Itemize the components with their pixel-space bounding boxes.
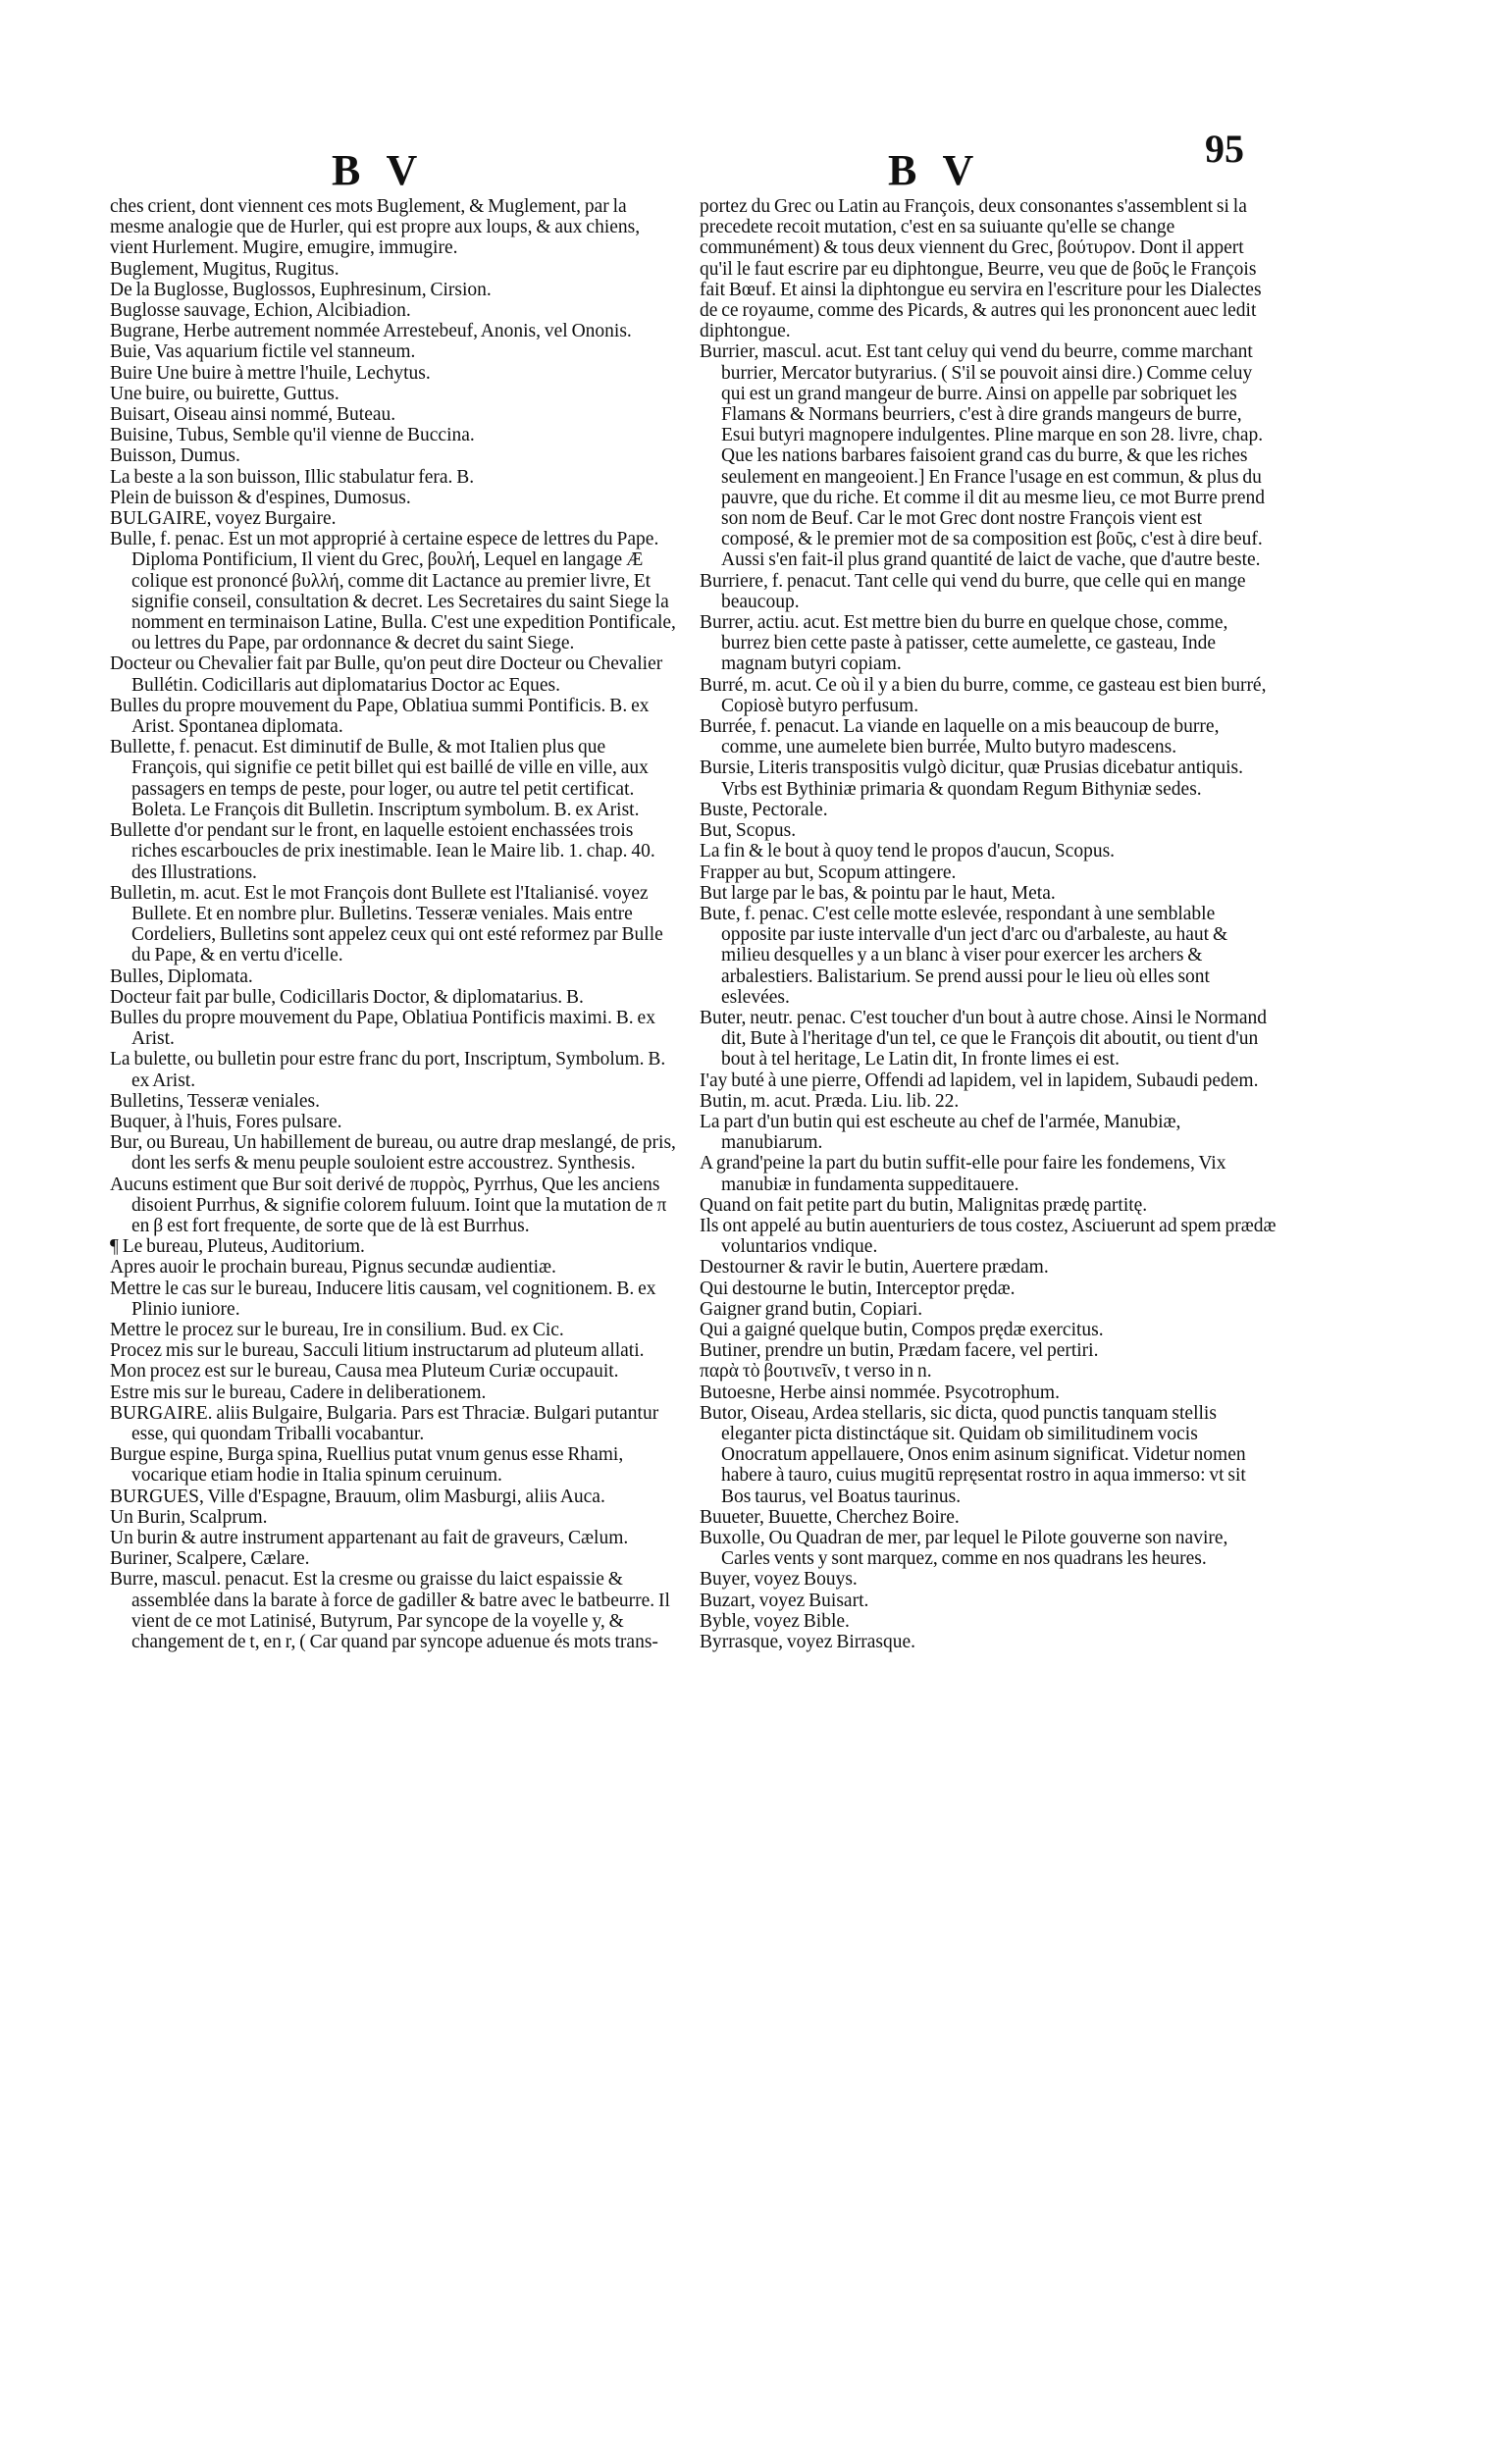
dictionary-entry: Buquer, à l'huis, Fores pulsare. <box>110 1111 342 1132</box>
dictionary-entry: Bugrane, Herbe autrement nommée Arrestebeuf, Anonis, vel Ononis. <box>110 321 632 342</box>
dictionary-entry: Aucuns estiment que Bur soit derivé de πυρρὸς, Pyrrhus, Que les anciens disoient Purrhus, & signifie colorem fuluum. Ioint que la mutation de π en β est fort frequente, de sorte que de là est Burrhus. <box>110 1174 667 1236</box>
dictionary-entry: Mettre le cas sur le bureau, Inducere litis causam, vel cognitionem. B. ex Plinio iuniore. <box>110 1278 656 1320</box>
dictionary-entry: Burre, mascul. penacut. Est la cresme ou graisse du laict espaissie & assemblée dans la barate à force de gadiller & batre avec le batbeurre. Il vient de ce mot Latinisé, Butyrum, Par syncope de la voyelle y, & changement de t, en r, ( Car quand par syncope aduenue és mots trans- <box>110 1569 670 1653</box>
dictionary-entry: Burrier, mascul. acut. Est tant celuy qui vend du beurre, comme marchant burrier, Mercator butyrarius. ( S'il se pouvoit ainsi dire.) Comme celuy qui est un grand mangeur de burre. Ainsi on appelle par sobriquet les Flamans & Normans beurriers, c'est à dire grands mangeurs de burre, Esui butyri magnopere indulgentes. Pline marque en son 28. livre, chap. Que les nations barbares faisoient grand cas du burre, & que les riches seulement en mangeoient.] En France l'usage en est commun, & plus du pauvre, que du riche. Et comme il dit au mesme lieu, ce mot Burre prend son nom de Beuf. Car le mot Grec dont nostre François vient est composé, & le premier mot de sa composition est βοῦς, c'est à dire beuf. Aussi s'en fait-il plus grand quantité de laict de vache, que d'autre beste. <box>700 341 1266 571</box>
dictionary-entry: Qui destourne le butin, Interceptor prędæ. <box>700 1278 1016 1299</box>
dictionary-entry: Apres auoir le prochain bureau, Pignus secundæ audientiæ. <box>110 1257 556 1279</box>
dictionary-entry: Gaigner grand butin, Copiari. <box>700 1298 923 1320</box>
dictionary-entry: BURGAIRE. aliis Bulgaire, Bulgaria. Pars est Thraciæ. Bulgari putantur esse, qui quondam Triballi vocabantur. <box>110 1402 659 1444</box>
dictionary-entry: Plein de buisson & d'espines, Dumosus. <box>110 487 411 508</box>
dictionary-entry: Byble, voyez Bible. <box>700 1610 850 1632</box>
dictionary-entry: Burrée, f. penacut. La viande en laquelle on a mis beaucoup de burre, comme, une aumelete bien burrée, Multo butyro madescens. <box>700 716 1220 758</box>
dictionary-entry: Une buire, ou buirette, Guttus. <box>110 383 339 404</box>
dictionary-entry: La part d'un butin qui est escheute au chef de l'armée, Manubiæ, manubiarum. <box>700 1111 1181 1154</box>
dictionary-entry: Buyer, voyez Bouys. <box>700 1569 858 1591</box>
dictionary-entry: Bulles du propre mouvement du Pape, Oblatiua summi Pontificis. B. ex Arist. Spontanea diplomata. <box>110 695 650 738</box>
dictionary-entry: Bursie, Literis transpositis vulgò dicitur, quæ Prusias dicebatur antiquis. Vrbs est Bythiniæ primaria & quondam Regum Bithyniæ sedes. <box>700 757 1243 800</box>
dictionary-entry: Buglement, Mugitus, Rugitus. <box>110 258 339 280</box>
running-header-left: B V <box>332 146 426 194</box>
dictionary-entry: Un Burin, Scalprum. <box>110 1506 268 1528</box>
dictionary-entry: Destourner & ravir le butin, Auertere prædam. <box>700 1257 1049 1279</box>
dictionary-entry: Buire Une buire à mettre l'huile, Lechytus. <box>110 362 431 384</box>
page-number: 95 <box>1205 127 1244 171</box>
dictionary-entry: Buzart, voyez Buisart. <box>700 1590 869 1611</box>
right-column <box>700 196 1278 1652</box>
left-column <box>110 196 679 1652</box>
dictionary-entry: Docteur ou Chevalier fait par Bulle, qu'on peut dire Docteur ou Chevalier Bullétin. Codicillaris aut diplomatarius Doctor ac Eques. <box>110 653 663 696</box>
dictionary-entry: Bur, ou Bureau, Un habillement de bureau, ou autre drap meslangé, de pris, dont les serfs & menu peuple souloient estre accoustrez. Synthesis. <box>110 1132 676 1174</box>
dictionary-entry: Burrer, actiu. acut. Est mettre bien du burre en quelque chose, comme, burrez bien cette paste à patisser, cette aumelette, ce gasteau, Inde magnam butyri copiam. <box>700 612 1228 675</box>
dictionary-entry: ¶ Le bureau, Pluteus, Auditorium. <box>110 1236 365 1258</box>
dictionary-entry: Bute, f. penac. C'est celle motte eslevée, respondant à une semblable opposite par iuste intervalle d'un ject d'arc ou d'arbaleste, au haut & milieu desquelles y a un blanc à viser pour exercer les archers & arbalestiers. Balistarium. Se prend aussi pour le lieu où elles sont eslevées. <box>700 903 1228 1008</box>
dictionary-entry: Bulles du propre mouvement du Pape, Oblatiua Pontificis maximi. B. ex Arist. <box>110 1007 655 1050</box>
dictionary-entry: Buter, neutr. penac. C'est toucher d'un bout à autre chose. Ainsi le Normand dit, Bute à l'heritage d'un tel, ce que le François dit aboutit, ou tient d'un bout à tel heritage, Le Latin dit, In fronte limes ei est. <box>700 1007 1268 1070</box>
dictionary-entry: Bullette d'or pendant sur le front, en laquelle estoient enchassées trois riches escarboucles de prix inestimable. Iean le Maire lib. 1. chap. 40. des Illustrations. <box>110 820 655 883</box>
dictionary-entry: Buisson, Dumus. <box>110 445 240 467</box>
dictionary-entry: Burriere, f. penacut. Tant celle qui vend du burre, que celle qui en mange beaucoup. <box>700 570 1246 612</box>
dictionary-entry: Bullette, f. penacut. Est diminutif de Bulle, & mot Italien plus que François, qui signifie ce petit billet qui est baillé de ville en ville, aux passagers en temps de peste, pour loger, ou autre tel petit certificat. Boleta. Le François dit Bulletin. Inscriptum symbolum. B. ex Arist. <box>110 737 649 820</box>
dictionary-entry: Buxolle, Ou Quadran de mer, par lequel le Pilote gouverne son navire, Carles vents y sont marquez, comme en nos quadrans les heures. <box>700 1528 1228 1570</box>
dictionary-entry: La beste a la son buisson, Illic stabulatur fera. B. <box>110 466 475 488</box>
dictionary-entry: Buglosse sauvage, Echion, Alcibiadion. <box>110 300 411 322</box>
dictionary-entry: Bulle, f. penac. Est un mot approprié à certaine espece de lettres du Pape. Diploma Pontificium, Il vient du Grec, βουλή, Lequel en langage Æ colique est prononcé βυλλή, comme dit Lactance au premier livre, Et signifie conseil, consultation & decret. Les Secretaires du saint Siege la nomment en terminaison Latine, Bulla. C'est une expedition Pontificale, ou lettres du Pape, par ordonnance & decret du saint Siege. <box>110 529 676 654</box>
dictionary-entry: But, Scopus. <box>700 820 797 842</box>
dictionary-entry: Docteur fait par bulle, Codicillaris Doctor, & diplomatarius. B. <box>110 986 584 1008</box>
dictionary-entry: ches crient, dont viennent ces mots Buglement, & Muglement, par la mesme analogie que de Hurler, qui est propre aux loups, & aux chiens, vient Hurlement. Mugire, emugire, immugire. <box>110 196 641 259</box>
dictionary-entry: Quand on fait petite part du butin, Malignitas prædę partitę. <box>700 1194 1148 1216</box>
dictionary-entry: Ils ont appelé au butin auenturiers de tous costez, Asciuerunt ad spem prædæ voluntarios vndique. <box>700 1215 1277 1258</box>
dictionary-entry: Buriner, Scalpere, Cælare. <box>110 1548 310 1570</box>
dictionary-entry: Buueter, Buuette, Cherchez Boire. <box>700 1506 960 1528</box>
dictionary-entry: Mon procez est sur le bureau, Causa mea Pluteum Curiæ occupauit. <box>110 1361 619 1383</box>
dictionary-entry: Buisine, Tubus, Semble qu'il vienne de Buccina. <box>110 425 475 446</box>
dictionary-entry: BURGUES, Ville d'Espagne, Brauum, olim Masburgi, aliis Auca. <box>110 1486 605 1507</box>
dictionary-entry: La bulette, ou bulletin pour estre franc du port, Inscriptum, Symbolum. B. ex Arist. <box>110 1049 666 1091</box>
dictionary-entry: Mettre le procez sur le bureau, Ire in consilium. Bud. ex Cic. <box>110 1319 564 1340</box>
dictionary-entry: παρὰ τὸ βουτινεῖν, t verso in n. <box>700 1361 932 1383</box>
dictionary-entry: La fin & le bout à quoy tend le propos d'aucun, Scopus. <box>700 841 1116 862</box>
dictionary-entry: Buste, Pectorale. <box>700 799 828 820</box>
dictionary-entry: Burgue espine, Burga spina, Ruellius putat vnum genus esse Rhami, vocarique etiam hodie in Italia spinum ceruinum. <box>110 1444 624 1487</box>
dictionary-entry: A grand'peine la part du butin suffit-elle pour faire les fondemens, Vix manubiæ in fundamenta suppeditauere. <box>700 1153 1226 1195</box>
dictionary-entry: Estre mis sur le bureau, Cadere in deliberationem. <box>110 1382 487 1403</box>
dictionary-entry: Bulletin, m. acut. Est le mot François dont Bullete est l'Italianisé. voyez Bullete. Et en nombre plur. Bulletins. Tesseræ veniales. Mais entre Cordeliers, Bulletins sont appelez ceux qui ont esté reformez par Bulle du Pape, & en vertu d'icelle. <box>110 882 663 966</box>
dictionary-entry: Butoesne, Herbe ainsi nommée. Psycotrophum. <box>700 1382 1060 1403</box>
running-header-right: B V <box>888 146 982 194</box>
dictionary-entry: But large par le bas, & pointu par le haut, Meta. <box>700 882 1056 904</box>
dictionary-entry: BULGAIRE, voyez Burgaire. <box>110 508 337 530</box>
dictionary-entry: Butiner, prendre un butin, Prædam facere, vel pertiri. <box>700 1340 1099 1362</box>
dictionary-entry: I'ay buté à une pierre, Offendi ad lapidem, vel in lapidem, Subaudi pedem. <box>700 1070 1259 1091</box>
dictionary-entry: Buisart, Oiseau ainsi nommé, Buteau. <box>110 404 396 426</box>
dictionary-entry: Buie, Vas aquarium fictile vel stanneum. <box>110 341 416 363</box>
dictionary-entry: Frapper au but, Scopum attingere. <box>700 861 957 883</box>
dictionary-entry: Bulletins, Tesseræ veniales. <box>110 1090 320 1112</box>
dictionary-entry: Byrrasque, voyez Birrasque. <box>700 1632 916 1653</box>
dictionary-entry: De la Buglosse, Buglossos, Euphresinum, Cirsion. <box>110 279 492 300</box>
dictionary-entry: Procez mis sur le bureau, Sacculi litium instructarum ad pluteum allati. <box>110 1340 645 1362</box>
dictionary-entry: Burré, m. acut. Ce où il y a bien du burre, comme, ce gasteau est bien burré, Copiosè butyro perfusum. <box>700 674 1267 716</box>
dictionary-entry: Butin, m. acut. Præda. Liu. lib. 22. <box>700 1090 960 1112</box>
dictionary-entry: Bulles, Diplomata. <box>110 966 253 987</box>
dictionary-entry: Un burin & autre instrument appartenant au fait de graveurs, Cælum. <box>110 1528 629 1548</box>
dictionary-entry: portez du Grec ou Latin au François, deux consonantes s'assemblent si la precedete recoit mutation, c'est en sa suiuante qu'elle se change communément) & tous deux viennent du Grec, βούτυρον. Dont il appert qu'il le faut escrire par eu diphtongue, Beurre, veu que de βοῦς le François fait Bœuf. Et ainsi la diphtongue eu servira en l'escriture pour les Dialectes de ce royaume, comme des Picards, & autres qui les prononcent auec ledit diphtongue. <box>700 196 1262 342</box>
dictionary-entry: Butor, Oiseau, Ardea stellaris, sic dicta, quod punctis tanquam stellis eleganter picta distinctáque sit. Quidam ob similitudinem vocis Onocratum appellauere, Onos enim asinum significat. Videtur nomen habere à tauro, cuius mugitū repręsentat rostro in aqua immerso: vt sit Bos taurus, vel Boatus taurinus. <box>700 1402 1246 1507</box>
dictionary-entry: Qui a gaigné quelque butin, Compos prędæ exercitus. <box>700 1319 1104 1340</box>
